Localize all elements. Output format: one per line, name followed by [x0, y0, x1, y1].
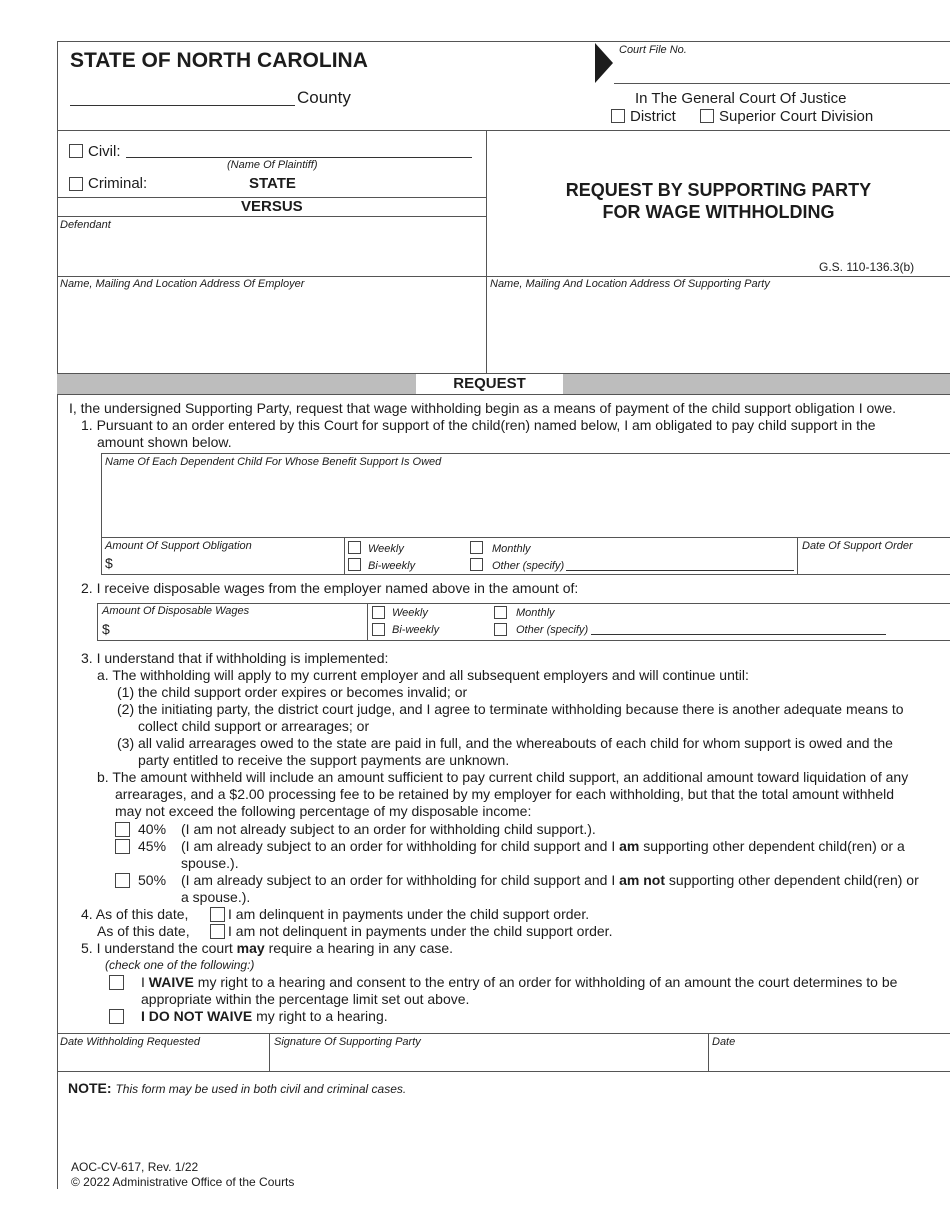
form-number: AOC-CV-617, Rev. 1/22	[71, 1160, 199, 1174]
request-intro: I, the undersigned Supporting Party, request that wage withholding begin as a means of payment of the child support obligation I owe.	[69, 400, 897, 416]
children-caption: Name Of Each Dependent Child For Whose Benefit Support Is Owed	[105, 456, 442, 468]
pct40-text: (I am not already subject to an order for withholding child support.).	[181, 821, 596, 837]
delinquent-checkbox[interactable]	[210, 907, 225, 922]
versus-label: VERSUS	[241, 198, 303, 215]
obligation-biweekly-label: Bi-weekly	[368, 560, 416, 572]
employer-caption: Name, Mailing And Location Address Of Employer	[60, 278, 305, 290]
civil-label: Civil:	[88, 143, 121, 160]
wages-box-bottom	[97, 640, 950, 641]
item1-line2: amount shown below.	[97, 434, 232, 450]
signature-row-top	[57, 1033, 950, 1034]
criminal-label: Criminal:	[88, 175, 148, 192]
wages-weekly-label: Weekly	[392, 607, 428, 619]
supporting-caption: Name, Mailing And Location Address Of Supporting Party	[490, 278, 770, 290]
statute-ref: G.S. 110-136.3(b)	[819, 260, 915, 274]
date-requested-caption: Date Withholding Requested	[60, 1036, 200, 1048]
superior-label: Superior Court Division	[719, 108, 874, 125]
obligation-other-checkbox[interactable]	[470, 558, 483, 571]
county-line	[70, 105, 295, 106]
plaintiff-caption: (Name Of Plaintiff)	[227, 159, 318, 171]
county-label: County	[297, 88, 351, 107]
obligation-biweekly-checkbox[interactable]	[348, 558, 361, 571]
wages-box-left	[97, 603, 98, 640]
item3b-line3: may not exceed the following percentage of my disposable income:	[115, 803, 532, 819]
court-file-label: Court File No.	[619, 44, 687, 56]
pct45-line2: spouse.).	[181, 855, 239, 871]
left-border	[57, 41, 58, 1189]
pct45-text: (I am already subject to an order for withholding for child support and I am supporting other dependent child(ren) or a	[181, 838, 905, 854]
item3a-text: a. The withholding will apply to my current employer and all subsequent employers and will continue until:	[97, 667, 749, 683]
note: NOTE: This form may be used in both civil and criminal cases.	[68, 1080, 407, 1096]
center-divider	[486, 130, 487, 373]
wages-monthly-label: Monthly	[516, 607, 555, 619]
obligation-dollar: $	[105, 555, 113, 571]
pct50-checkbox[interactable]	[115, 873, 130, 888]
district-checkbox[interactable]	[611, 109, 625, 123]
date-order-caption: Date Of Support Order	[802, 540, 913, 552]
signature-divider-2	[708, 1033, 709, 1071]
request-heading: REQUEST	[453, 375, 526, 392]
signature-row-bottom	[57, 1071, 950, 1072]
obligation-monthly-label: Monthly	[492, 543, 531, 555]
civil-checkbox[interactable]	[69, 144, 83, 158]
check-one-note: (check one of the following:)	[105, 958, 255, 972]
children-box-bottom	[101, 574, 950, 575]
state-heading: STATE OF NORTH CAROLINA	[70, 49, 368, 72]
amount-disposable-caption: Amount Of Disposable Wages	[102, 605, 250, 617]
header-divider	[57, 130, 950, 131]
obligation-weekly-checkbox[interactable]	[348, 541, 361, 554]
top-border	[57, 41, 950, 42]
pct40-checkbox[interactable]	[115, 822, 130, 837]
court-file-line	[614, 83, 950, 84]
district-label: District	[630, 108, 676, 125]
item3a2-line2: collect child support or arrearages; or	[138, 718, 370, 734]
delinquent-text: I am delinquent in payments under the child support order.	[228, 906, 590, 922]
pct40-label: 40%	[138, 821, 167, 837]
plaintiff-line[interactable]	[126, 157, 472, 158]
superior-checkbox[interactable]	[700, 109, 714, 123]
address-divider	[57, 276, 950, 277]
children-box-top	[101, 453, 950, 454]
waive-checkbox[interactable]	[109, 975, 124, 990]
not-delinquent-checkbox[interactable]	[210, 924, 225, 939]
item4-a-label: 4. As of this date,	[81, 906, 189, 922]
date-caption: Date	[712, 1036, 736, 1048]
obligation-other-line[interactable]	[566, 570, 794, 571]
criminal-checkbox[interactable]	[69, 177, 83, 191]
signature-caption: Signature Of Supporting Party	[274, 1036, 421, 1048]
obligation-divider	[344, 537, 345, 574]
wages-divider	[367, 603, 368, 640]
obligation-weekly-label: Weekly	[368, 543, 404, 555]
item3a3-line2: party entitled to receive the support payments are unknown.	[138, 752, 510, 768]
item3a1-text: (1) the child support order expires or becomes invalid; or	[117, 684, 468, 700]
date-order-divider	[797, 537, 798, 574]
form-title-line1: REQUEST BY SUPPORTING PARTY	[565, 180, 872, 200]
arrow-marker-icon	[595, 43, 615, 83]
request-bar-right	[563, 373, 950, 394]
item5-text: 5. I understand the court may require a hearing in any case.	[81, 940, 454, 956]
defendant-caption: Defendant	[60, 219, 111, 231]
waive-text: I WAIVE my right to a hearing and consent to the entry of an order for withholding of an amount the court determines to be	[141, 974, 898, 990]
request-bar-top	[57, 373, 950, 374]
pct45-checkbox[interactable]	[115, 839, 130, 854]
wages-other-label: Other (specify)	[516, 624, 589, 636]
amount-obligation-caption: Amount Of Support Obligation	[105, 540, 252, 552]
wages-other-checkbox[interactable]	[494, 623, 507, 636]
item3b-line2: arrearages, and a $2.00 processing fee to be retained by my employer for each withholding, but that the total amount withheld	[115, 786, 895, 802]
state-party: STATE	[249, 175, 296, 192]
children-box-divider	[101, 537, 950, 538]
versus-divider	[57, 216, 486, 217]
waive-line2: appropriate within the percentage limit set out above.	[141, 991, 470, 1007]
court-name: In The General Court Of Justice	[635, 90, 847, 107]
pct50-text: (I am already subject to an order for withholding for child support and I am not supporting other dependent child(ren) or	[181, 872, 919, 888]
obligation-other-label: Other (specify)	[492, 560, 565, 572]
no-waive-checkbox[interactable]	[109, 1009, 124, 1024]
item4-b-label: As of this date,	[97, 923, 190, 939]
wages-biweekly-label: Bi-weekly	[392, 624, 440, 636]
form-title-line2: FOR WAGE WITHHOLDING	[602, 202, 835, 222]
item3a3-line1: (3) all valid arrearages owed to the state are paid in full, and the whereabouts of each child for whom support is owed and the	[117, 735, 893, 751]
request-bar-bottom	[57, 394, 950, 395]
wages-monthly-checkbox[interactable]	[494, 606, 507, 619]
item3-text: 3. I understand that if withholding is implemented:	[81, 650, 389, 666]
copyright: © 2022 Administrative Office of the Courts	[71, 1175, 295, 1189]
pct45-label: 45%	[138, 838, 167, 854]
wages-other-line[interactable]	[591, 634, 886, 635]
item1-line1: 1. Pursuant to an order entered by this Court for support of the child(ren) named below, I am obligated to pay child support in the	[81, 417, 876, 433]
signature-divider-1	[269, 1033, 270, 1071]
children-box-left	[101, 453, 102, 574]
wages-weekly-checkbox[interactable]	[372, 606, 385, 619]
no-waive-text: I DO NOT WAIVE my right to a hearing.	[141, 1008, 388, 1024]
item3b-line1: b. The amount withheld will include an amount sufficient to pay current child support, an additional amount toward liquidation of any	[97, 769, 909, 785]
request-bar-left	[57, 373, 416, 394]
item2-text: 2. I receive disposable wages from the employer named above in the amount of:	[81, 580, 579, 596]
pct50-line2: a spouse.).	[181, 889, 251, 905]
not-delinquent-text: I am not delinquent in payments under the child support order.	[228, 923, 613, 939]
pct50-label: 50%	[138, 872, 167, 888]
disposable-dollar: $	[102, 621, 110, 637]
wages-biweekly-checkbox[interactable]	[372, 623, 385, 636]
item3a2-line1: (2) the initiating party, the district court judge, and I agree to terminate withholding because there is another adequate means to	[117, 701, 904, 717]
obligation-monthly-checkbox[interactable]	[470, 541, 483, 554]
wages-box-top	[97, 603, 950, 604]
